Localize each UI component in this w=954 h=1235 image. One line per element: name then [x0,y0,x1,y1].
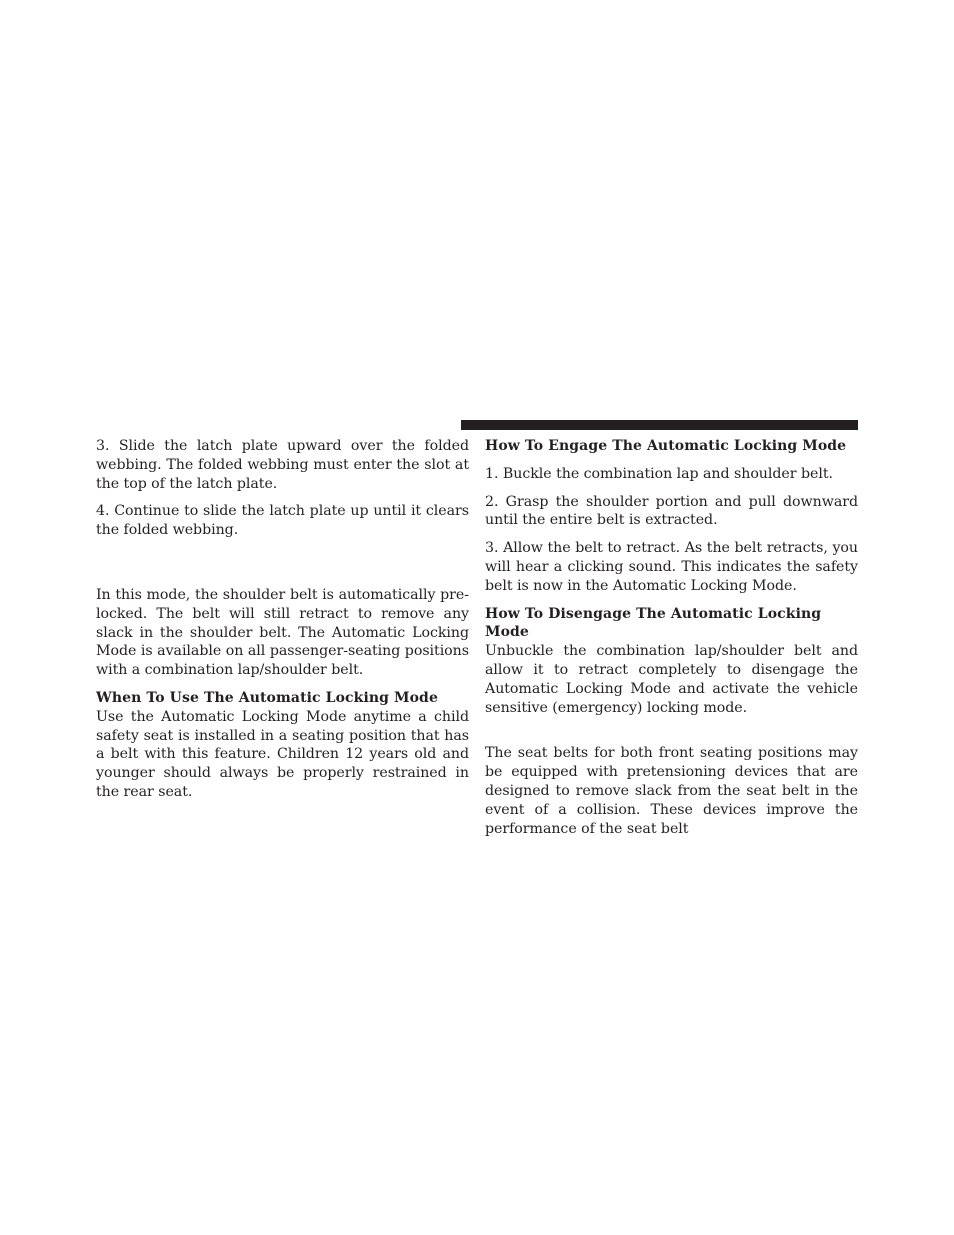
when-to-use-heading: When To Use The Automatic Locking Mode [96,689,438,706]
left-column [96,437,469,802]
disengage-paragraph: Unbuckle the combination lap/shoulder belt and allow it to retract completely to disengage the Automatic Locking Mode and activate the vehicle sensitive (emergency) locking mode. [485,643,858,716]
right-column [485,437,858,838]
engage-step-2: 2. Grasp the shoulder portion and pull downward until the entire belt is extracted. [485,493,858,529]
when-to-use-paragraph: Use the Automatic Locking Mode anytime a child safety seat is installed in a seating position that has a belt with this feature. Children 12 years old and younger should always be properly restrained in the rear seat. [96,708,469,800]
engage-heading: How To Engage The Automatic Locking Mode [485,438,847,454]
mode-intro-paragraph: In this mode, the shoulder belt is automatically pre-locked. The belt will still retract to remove any slack in the shoulder belt. The Automatic Locking Mode is available on all passenger-seating positions with a combination lap/shoulder belt. [96,586,469,679]
engage-step-1: 1. Buckle the combination lap and shoulder belt. [485,465,833,482]
step-3-paragraph: 3. Slide the latch plate upward over the folded webbing. The folded webbing must enter the slot at the top of the latch plate. [96,438,469,492]
pretensioner-paragraph: The seat belts for both front seating positions may be equipped with pretensioning devices that are designed to remove slack from the seat belt in the event of a collision. These devices improve the performance of the seat belt [485,745,858,837]
section-header-rule [461,420,858,430]
step-4-paragraph: 4. Continue to slide the latch plate up until it clears the folded webbing. [96,503,469,539]
engage-step-3: 3. Allow the belt to retract. As the belt retracts, you will hear a clicking sound. This indicates the safety belt is now in the Automatic Locking Mode. [485,540,858,594]
disengage-heading: How To Disengage The Automatic Locking Mode [485,605,822,641]
